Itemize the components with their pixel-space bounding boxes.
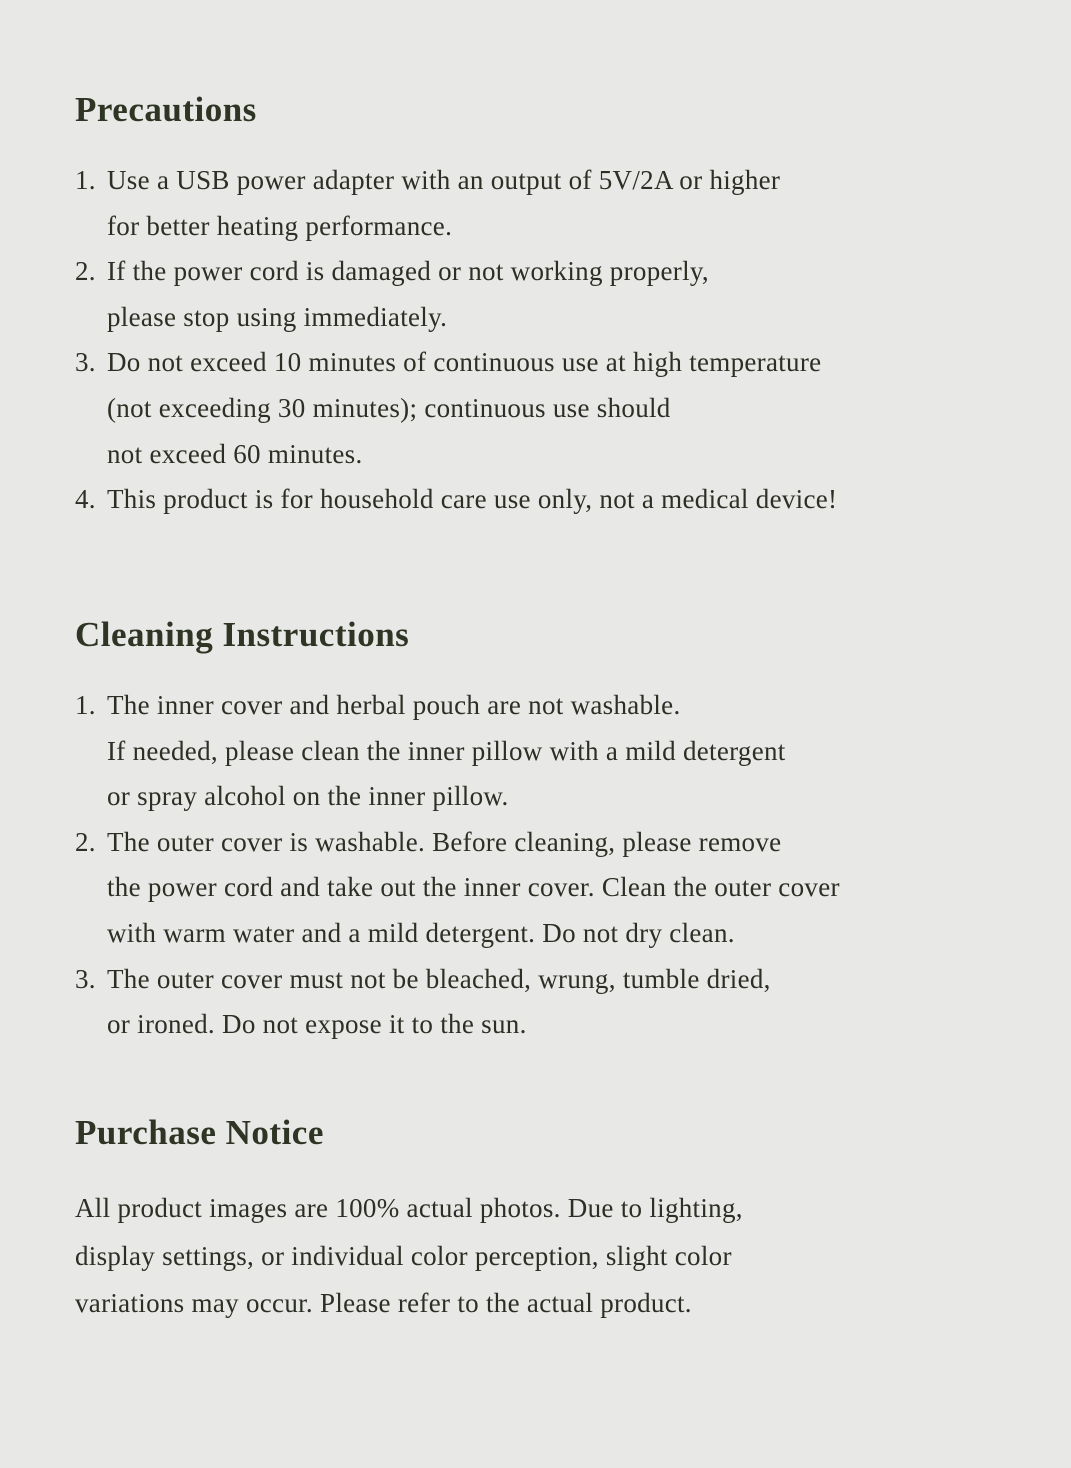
item-text-line: If needed, please clean the inner pillow with a mild detergent <box>107 735 786 766</box>
item-text-line: (not exceeding 30 minutes); continuous use should <box>107 392 671 423</box>
paragraph-line: variations may occur. Please refer to the actual product. <box>75 1288 692 1319</box>
cleaning-item-2 <box>75 820 1015 957</box>
precautions-item-3 <box>75 340 1015 477</box>
item-text-line: The outer cover must not be bleached, wrung, tumble dried, <box>107 963 771 994</box>
item-text-line: If the power cord is damaged or not working properly, <box>107 256 709 287</box>
item-text-line: please stop using immediately. <box>107 301 448 332</box>
cleaning-list <box>75 683 1015 1048</box>
item-number: 2. <box>75 256 96 287</box>
cleaning-section <box>75 613 1015 1048</box>
precautions-item-2 <box>75 249 1015 340</box>
item-text-line: or spray alcohol on the inner pillow. <box>107 781 509 812</box>
item-text-line: Do not exceed 10 minutes of continuous use at high temperature <box>107 347 822 378</box>
item-number: 4. <box>75 484 96 515</box>
precautions-list <box>75 158 1015 523</box>
item-number: 2. <box>75 826 96 857</box>
item-text-line: The inner cover and herbal pouch are not washable. <box>107 690 681 720</box>
item-text-line: with warm water and a mild detergent. Do not dry clean. <box>107 917 735 948</box>
cleaning-item-3 <box>75 957 1015 1048</box>
purchase-heading: Purchase Notice <box>75 1113 324 1152</box>
item-number: 1. <box>75 165 96 195</box>
purchase-section <box>75 1111 1015 1328</box>
item-number: 1. <box>75 690 96 720</box>
paragraph-line: display settings, or individual color perception, slight color <box>75 1240 732 1271</box>
item-number: 3. <box>75 963 96 994</box>
cleaning-heading: Cleaning Instructions <box>75 615 410 654</box>
paragraph-line: All product images are 100% actual photos. Due to lighting, <box>75 1193 743 1223</box>
precautions-item-4 <box>75 477 1015 523</box>
item-text-line: This product is for household care use only, not a medical device! <box>107 484 838 515</box>
item-number: 3. <box>75 347 96 378</box>
item-text-line: Use a USB power adapter with an output of 5V/2A or higher <box>107 165 781 195</box>
precautions-section <box>75 88 1015 523</box>
item-text-line: for better heating performance. <box>107 210 453 241</box>
item-text-line: the power cord and take out the inner cover. Clean the outer cover <box>107 872 840 903</box>
item-text-line: not exceed 60 minutes. <box>107 438 363 469</box>
cleaning-item-1 <box>75 683 1015 820</box>
precautions-item-1 <box>75 158 1015 249</box>
precautions-heading: Precautions <box>75 90 257 129</box>
item-text-line: or ironed. Do not expose it to the sun. <box>107 1009 527 1040</box>
purchase-paragraph <box>75 1185 1015 1328</box>
item-text-line: The outer cover is washable. Before cleaning, please remove <box>107 826 782 857</box>
